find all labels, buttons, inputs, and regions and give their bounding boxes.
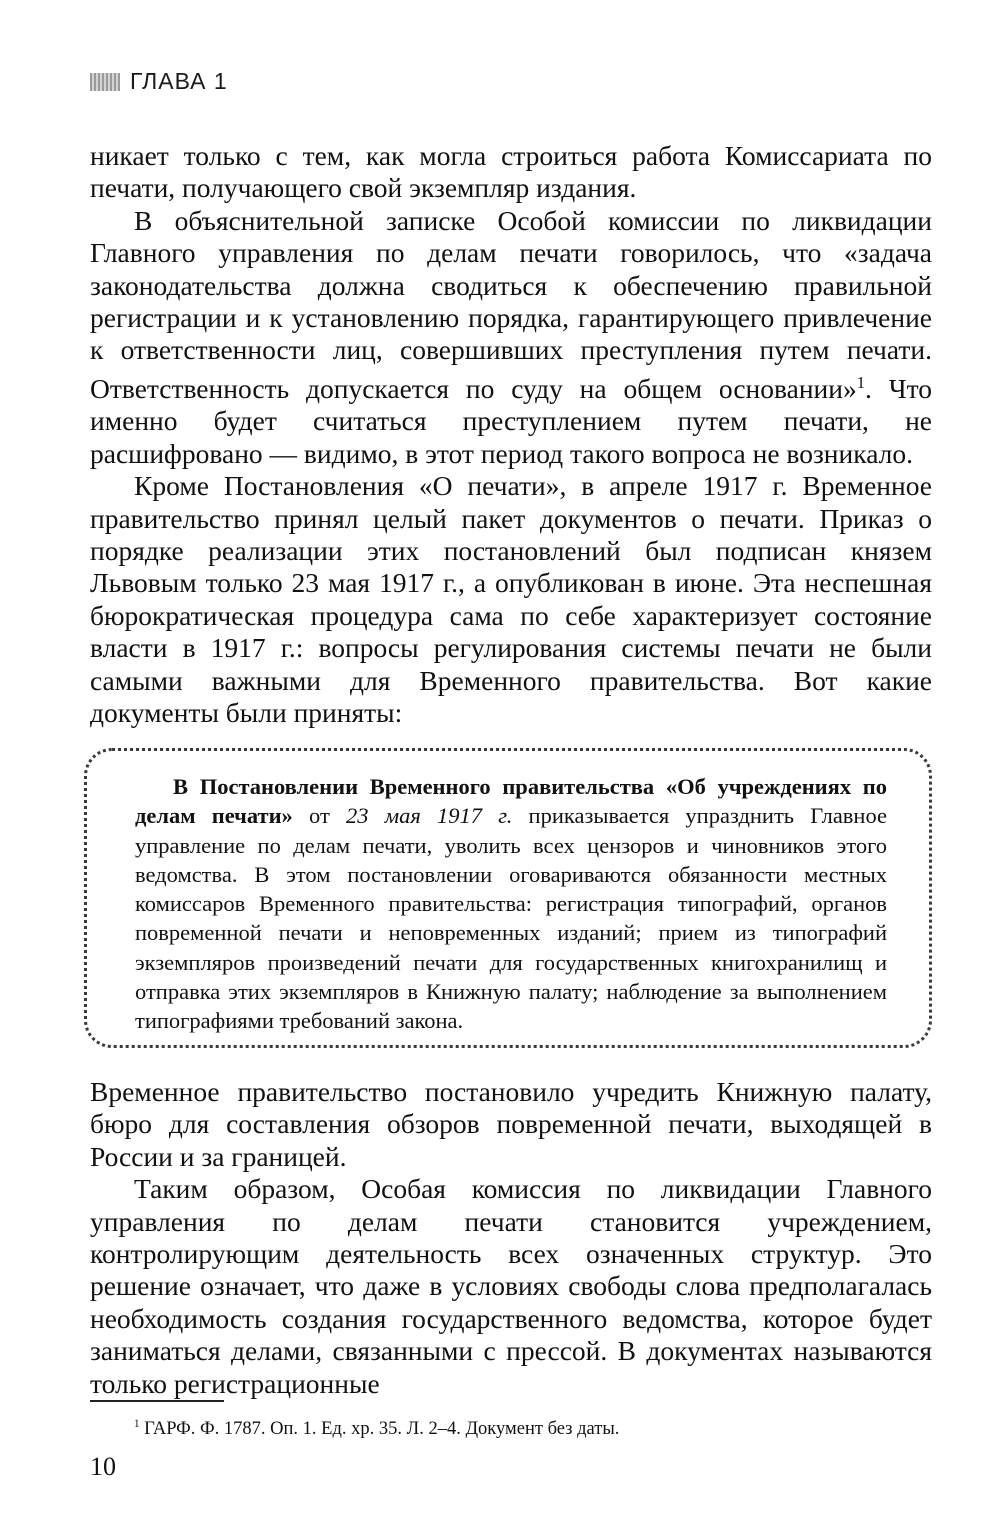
chapter-title: ГЛАВА 1 [130, 68, 228, 94]
footnote-marker: 1 [134, 1418, 140, 1430]
callout-bold-lead: В Постановлении Временного правительства «Об учреждениях по делам печати» [135, 774, 887, 829]
document-callout-text [135, 772, 887, 1036]
page-number: 10 [90, 1452, 116, 1481]
paragraph-special-commission: Таким образом, Особая комиссия по ликвидации Главного управления по делам печати становится учреждением, контролирующим деятельность всех означенных структур. Это решение означает, что даже в условиях свободы слова предполагалась необходимость создания государственного ведомства, которое будет заниматься делами, связанными с прессой. В документах называются только регистрационные [90, 1173, 932, 1399]
running-header [90, 68, 228, 95]
paragraph-quote-text: В объяснительной записке Особой комиссии по ликвидации Главного управления по делам печати говорилось, что «задача законодательства должна сводиться к обеспечению правильной регистрации и к установлению порядка, гарантирующего привлечение к ответственности лиц, совершивших преступления путем печати. Ответственность допускается по суду на общем основании» [90, 204, 932, 404]
paragraph-quote-continuation: . Что именно будет считаться преступлением путем печати, не расшифровано — видимо, в этот период такого вопроса не возникало. [90, 373, 932, 469]
callout-connector: от [292, 803, 347, 829]
body-text-bottom [90, 1076, 932, 1400]
footnote-text: ГАРФ. Ф. 1787. Оп. 1. Ед. хр. 35. Л. 2–4. Документ без даты. [139, 1419, 620, 1440]
paragraph-continuation: никает только с тем, как могла строиться работа Комиссариата по печати, получающего свой экземпляр издания. [90, 140, 932, 204]
footnote [134, 1412, 619, 1441]
callout-body: приказывается упразднить Главное управление по делам печати, уволить всех цензоров и чиновников этого ведомства. В этом постановлении оговариваются обязанности местных комиссаров Временного правительства: регистрация типографий, органов повременной печати и неповременных изданий; прием из типографий экземпляров произведений печати для государственных книгохранилищ и отправка этих экземпляров в Книжную палату; наблюдение за выполнением типографиями требований закона. [135, 803, 887, 1034]
body-text-top [90, 140, 932, 729]
header-decorative-bar [90, 73, 120, 91]
footnote-separator [90, 1400, 224, 1402]
callout-date: 23 мая 1917 г. [346, 803, 513, 829]
paragraph-explanatory-note [90, 205, 932, 470]
paragraph-documents-package: Кроме Постановления «О печати», в апреле 1917 г. Временное правительство принял целый пакет документов о печати. Приказ о порядке реализации этих постановлений был подписан князем Львовым только 23 мая 1917 г., а опубликован в июне. Эта неспешная бюрократическая процедура сама по себе характеризует состояние власти в 1917 г.: вопросы регулирования системы печати не были самыми важными для Временного правительства. Вот какие документы были приняты: [90, 470, 932, 729]
footnote-ref: 1 [856, 372, 865, 392]
paragraph-book-chamber: Временное правительство постановило учредить Книжную палату, бюро для составления обзоров повременной печати, выходящей в России и за границей. [90, 1076, 932, 1172]
